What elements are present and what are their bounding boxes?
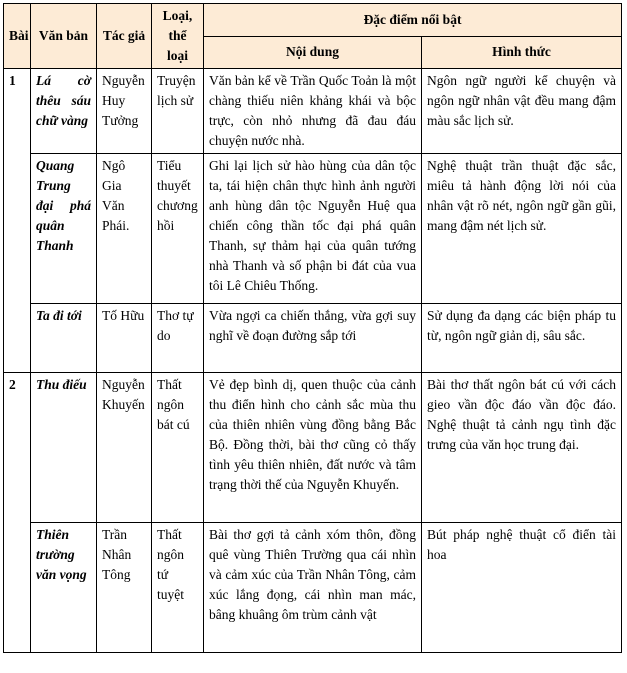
cell-loai: Thất ngôn bát cú: [152, 373, 204, 523]
header-hinh-thuc: Hình thức: [422, 36, 622, 69]
table-row: [4, 304, 622, 373]
cell-noi-dung: Ghi lại lịch sử hào hùng của dân tộc ta, tái hiện chân thực hình ảnh người anh hùng dân tộc Nguyễn Huệ qua chiến công thần tốc đại phá quân Thanh, sự thảm hại của quân tướng nhà Thanh và số phận bi đát của vua tôi Lê Chiêu Thống.: [204, 154, 422, 304]
header-van-ban: Văn bản: [31, 4, 97, 69]
cell-tac-gia: Tố Hữu: [97, 304, 152, 373]
cell-noi-dung: Vẻ đẹp bình dị, quen thuộc của cảnh thu điển hình cho cảnh sắc mùa thu của thiên nhiên vùng đồng bằng Bắc Bộ. Đồng thời, bài thơ cũng cỏ thấy tình yêu thiên nhiên, đất nước và tâm trạng thời thế của Nguyễn Khuyến.: [204, 373, 422, 523]
header-loai-the-loai: Loại, thể loại: [152, 4, 204, 69]
cell-van-ban: Thu điếu: [31, 373, 97, 523]
cell-van-ban: Lá cờ thêu sáu chữ vàng: [31, 69, 97, 154]
table-row: [4, 523, 622, 653]
cell-hinh-thuc: Nghệ thuật trần thuật đặc sắc, miêu tả hành động lời nói của nhân vật rõ nét, ngôn ngữ gần gũi, mang đậm nét lịch sử.: [422, 154, 622, 304]
cell-hinh-thuc: Ngôn ngữ người kể chuyện và ngôn ngữ nhân vật đều mang đậm màu sắc lịch sử.: [422, 69, 622, 154]
literature-summary-table: [3, 3, 622, 653]
cell-hinh-thuc: Bài thơ thất ngôn bát cú với cách gieo vần độc đáo vần độc đáo. Nghệ thuật tả cảnh ngụ tình đặc trưng của văn học trung đại.: [422, 373, 622, 523]
cell-loai: Thơ tự do: [152, 304, 204, 373]
cell-hinh-thuc: Bút pháp nghệ thuật cổ điển tài hoa: [422, 523, 622, 653]
cell-hinh-thuc: Sử dụng đa dạng các biện pháp tu từ, ngôn ngữ giản dị, sâu sắc.: [422, 304, 622, 373]
cell-loai: Truyện lịch sử: [152, 69, 204, 154]
cell-bai: 2: [4, 373, 31, 653]
cell-tac-gia: Nguyễn Khuyến: [97, 373, 152, 523]
cell-van-ban: Quang Trung đại phá quân Thanh: [31, 154, 97, 304]
cell-noi-dung: Bài thơ gợi tả cảnh xóm thôn, đồng quê vùng Thiên Trường qua cái nhìn và cảm xúc của Trần Nhân Tông, cảm xúc lắng đọng, cái nhìn man mác, bâng khuâng ôm trùm cảnh vật: [204, 523, 422, 653]
cell-noi-dung: Văn bản kể về Trần Quốc Toản là một chàng thiếu niên khảng khái và bộc trực, còn nhỏ nhưng đã đau đáu chuyện nước nhà.: [204, 69, 422, 154]
cell-loai: Thất ngôn tứ tuyệt: [152, 523, 204, 653]
header-tac-gia: Tác giả: [97, 4, 152, 69]
header-bai: Bài: [4, 4, 31, 69]
header-dac-diem-noi-bat: Đặc điểm nổi bật: [204, 4, 622, 37]
cell-tac-gia: Ngô Gia Văn Phái.: [97, 154, 152, 304]
cell-van-ban: Thiên trường văn vọng: [31, 523, 97, 653]
table-row: [4, 154, 622, 304]
cell-loai: Tiểu thuyết chương hồi: [152, 154, 204, 304]
cell-bai: 1: [4, 69, 31, 373]
cell-tac-gia: Nguyễn Huy Tưởng: [97, 69, 152, 154]
table-row: [4, 373, 622, 523]
cell-noi-dung: Vừa ngợi ca chiến thắng, vừa gợi suy nghĩ về đoạn đường sắp tới: [204, 304, 422, 373]
header-noi-dung: Nội dung: [204, 36, 422, 69]
cell-tac-gia: Trần Nhân Tông: [97, 523, 152, 653]
table-row: [4, 69, 622, 154]
cell-van-ban: Ta đi tới: [31, 304, 97, 373]
